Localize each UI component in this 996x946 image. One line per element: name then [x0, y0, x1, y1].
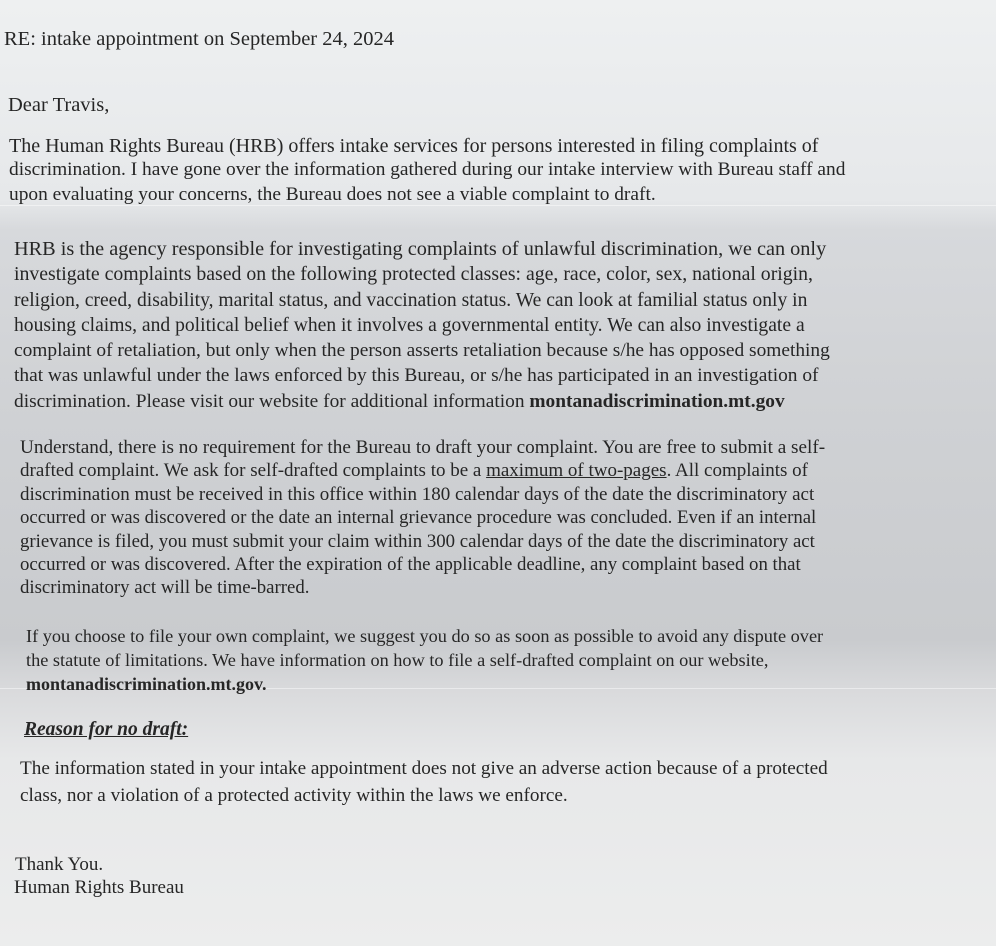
file-own-complaint-paragraph: [26, 624, 823, 696]
paragraph-text: discrimination. Please visit our website for additional information: [14, 390, 530, 412]
paragraph-line: grievance is filed, you must submit your claim within 300 calendar days of the date the discriminatory act: [20, 530, 815, 552]
paragraph-line: investigate complaints based on the following protected classes: age, race, color, sex, national origin,: [14, 263, 814, 286]
closing: Thank You.: [15, 854, 104, 875]
signature: Human Rights Bureau: [14, 877, 184, 898]
paragraph-line: the statute of limitations. We have information on how to file a self-drafted complaint on our website,: [26, 650, 769, 670]
salutation: Dear Travis,: [8, 94, 110, 116]
intro-line: The Human Rights Bureau (HRB) offers intake services for persons interested in filing complaints of: [9, 135, 819, 157]
paragraph-line: [20, 459, 825, 482]
website-link-text: montanadiscrimination.mt.gov: [529, 390, 785, 412]
page-limit-text: maximum of two-pages: [486, 460, 667, 482]
paragraph-line: religion, creed, disability, marital status, and vaccination status. We can look at familial status only in: [14, 289, 808, 311]
paragraph-text: drafted complaint. We ask for self-drafted complaints to be a: [20, 460, 487, 482]
reason-paragraph: [20, 755, 828, 809]
protected-classes-paragraph: [14, 237, 830, 414]
reason-heading: Reason for no draft:: [24, 719, 189, 740]
paragraph-line: class, nor a violation of a protected activity within the laws we enforce.: [20, 785, 568, 806]
paragraph-line: complaint of retaliation, but only when the person asserts retaliation because s/he has opposed something: [14, 340, 830, 362]
paragraph-line: discrimination must be received in this office within 180 calendar days of the date the discriminatory act: [20, 483, 815, 505]
paragraph-line: The information stated in your intake appointment does not give an adverse action because of a protected: [20, 758, 828, 779]
re-line: RE: intake appointment on September 24, 2024: [4, 28, 395, 50]
paragraph-line: occurred or was discovered or the date an internal grievance procedure was concluded. Even if an internal: [20, 507, 817, 529]
paragraph-line: Understand, there is no requirement for the Bureau to draft your complaint. You are free to submit a self-: [20, 437, 826, 458]
intro-paragraph: [9, 134, 845, 207]
paragraph-line: that was unlawful under the laws enforced by this Bureau, or s/he has participated in an investigation of: [14, 365, 819, 387]
paragraph-line: If you choose to file your own complaint, we suggest you do so as soon as possible to avoid any dispute over: [26, 626, 824, 646]
paragraph-text: . All complaints of: [666, 460, 808, 482]
intro-line: discrimination. I have gone over the information gathered during our intake interview with Bureau staff and: [9, 159, 846, 181]
paragraph-line: occurred or was discovered. After the expiration of the applicable deadline, any complaint based on that: [20, 554, 801, 576]
paragraph-line: [14, 389, 830, 414]
paragraph-line: HRB is the agency responsible for investigating complaints of unlawful discrimination, we can only: [14, 238, 827, 260]
self-drafted-paragraph: [20, 436, 825, 600]
paragraph-line: housing claims, and political belief when it involves a governmental entity. We can also investigate a: [14, 314, 805, 336]
paragraph-line: discriminatory act will be time-barred.: [20, 577, 310, 599]
intro-line: upon evaluating your concerns, the Bureau does not see a viable complaint to draft.: [9, 183, 656, 205]
website-link-text: montanadiscrimination.mt.gov.: [26, 674, 267, 694]
